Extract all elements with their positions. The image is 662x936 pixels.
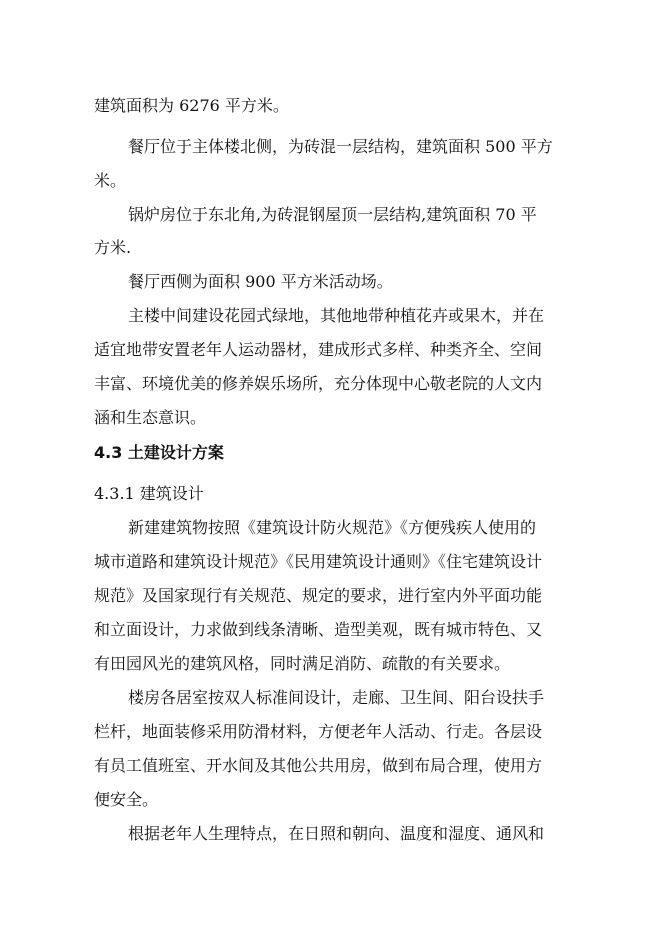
paragraph-first-line: 新建建筑物按照《建筑设计防火规范》《方便残疾人使用的 (128, 518, 537, 537)
section-heading: 4.3 土建设计方案 (94, 443, 224, 462)
text-line: 规范》及国家现行有关规范、规定的要求，进行室内外平面功能 (94, 586, 543, 605)
text-line: 有田园风光的建筑风格，同时满足消防、疏散的有关要求。 (94, 654, 511, 673)
paragraph-first-line: 主楼中间建设花园式绿地，其他地带种植花卉或果木，并在 (128, 306, 545, 325)
text-line: 丰富、环境优美的修养娱乐场所，充分体现中心敬老院的人文内 (94, 374, 543, 393)
paragraph-first-line: 楼房各居室按双人标准间设计，走廊、卫生间、阳台设扶手 (128, 688, 545, 707)
text-line: 城市道路和建筑设计规范》《民用建筑设计通则》《住宅建筑设计 (94, 552, 543, 571)
paragraph-first-line: 餐厅位于主体楼北侧，为砖混一层结构，建筑面积 500 平方 (128, 137, 553, 156)
text-line: 米。 (94, 171, 127, 190)
text-line: 建筑面积为 6276 平方米。 (94, 96, 289, 115)
subsection-heading: 4.3.1 建筑设计 (94, 484, 204, 503)
text-line: 栏杆，地面装修采用防滑材料，方便老年人活动、行走。各层设 (94, 722, 543, 741)
paragraph-first-line: 锅炉房位于东北角,为砖混钢屋顶一层结构,建筑面积 70 平 (128, 205, 537, 224)
text-line: 便安全。 (94, 790, 159, 809)
text-line: 涵和生态意识。 (94, 408, 207, 427)
text-line: 和立面设计，力求做到线条清晰、造型美观，既有城市特色、又 (94, 620, 543, 639)
paragraph-first-line: 餐厅西侧为面积 900 平方米活动场。 (128, 272, 393, 291)
text-line: 方米. (94, 238, 132, 257)
text-line: 有员工值班室、开水间及其他公共用房，做到布局合理，使用方 (94, 756, 543, 775)
text-line: 适宜地带安置老年人运动器材，建成形式多样、种类齐全、空间 (94, 340, 543, 359)
paragraph-first-line: 根据老年人生理特点，在日照和朝向、温度和湿度、通风和 (128, 824, 545, 843)
